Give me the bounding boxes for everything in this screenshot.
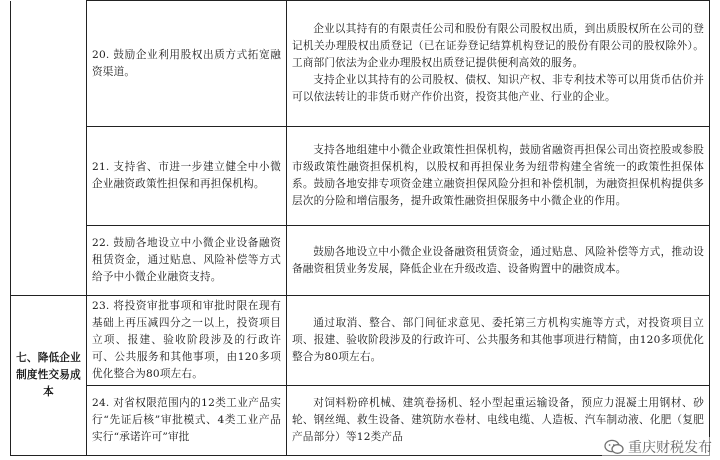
- detail-paragraph: 鼓励各地设立中小微企业设备融资租赁资金，通过贴息、风险补偿等方式，推动设备融资租赁业务发展，降低企业在升级改造、设备购置中的融资成本。: [292, 245, 704, 275]
- category-cell: 七、降低企业制度性交易成本: [11, 296, 87, 456]
- detail-cell: [287, 127, 710, 226]
- detail-cell: [287, 1, 710, 127]
- table-row: [11, 226, 710, 296]
- watermark-text: 重庆财税发布: [628, 440, 712, 456]
- detail-paragraph: 对饲料粉碎机械、建筑卷扬机、轻小型起重运输设备，预应力混凝土用钢材、砂轮、钢丝绳、救生设备、建筑防水卷材、电线电缆、人造板、汽车制动液、化肥（复肥产品部分）等12类产品: [292, 397, 704, 443]
- table-row: [11, 127, 710, 226]
- detail-paragraph: 支持企业以其持有的公司股权、债权、知识产权、非专利技术等可以用货币估价并可以依法转让的非货币财产作价出资，投资其他产业、行业的企业。: [292, 74, 704, 103]
- detail-paragraph: 企业以其持有的有限责任公司和股份有限公司股权出质，到出质股权所在公司的登记机关办理股权出质登记（已在证券登记结算机构登记的股份有限公司的股权除外）。工商部门依法为企业办理股权出质登记提供便利高效的服务。: [292, 23, 704, 69]
- measure-cell: 24. 对省权限范围内的12类工业产品实行“先证后核”审批模式、4类工业产品实行“承诺许可”审批: [87, 386, 287, 456]
- detail-paragraph: 支持各地组建中小微企业政策性担保机构，鼓励省融资再担保公司出资控股或参股市级政策性融资担保机构，以股权和再担保业务为纽带构建全省统一的政策性担保体系。鼓励各地安排专项资金建立融资担保风险分担和补偿机制，为融资担保机构提供多层次的分险和增信服务，提升政策性融资担保服务中小微企业的作用。: [292, 144, 704, 207]
- table-row: [11, 1, 710, 127]
- watermark: [602, 437, 714, 457]
- table-row: [11, 296, 710, 386]
- policy-table: [10, 0, 710, 456]
- detail-cell: [287, 226, 710, 296]
- category-cell-empty: [11, 1, 87, 296]
- wechat-icon: [604, 439, 624, 455]
- measure-cell: 22. 鼓励各地设立中小微企业设备融资租赁资金，通过贴息、风险补偿等方式给予中小微企业融资支持。: [87, 226, 287, 296]
- measure-cell: 23. 将投资审批事项和审批时限在现有基础上再压减四分之一以上，投资项目立项、报建、验收阶段涉及的行政许可、公共服务和其他事项，由120多项优化整合为80项左右。: [87, 296, 287, 386]
- measure-cell: 20. 鼓励企业利用股权出质方式拓宽融资渠道。: [87, 1, 287, 127]
- detail-paragraph: 通过取消、整合、部门间征求意见、委托第三方机构实施等方式，对投资项目立项、报建、验收阶段涉及的行政许可、公共服务和其他事项进行精简，由120多项优化整合为80项左右。: [292, 317, 704, 363]
- detail-cell: [287, 296, 710, 386]
- measure-cell: 21. 支持省、市进一步建立健全中小微企业融资政策性担保和再担保机构。: [87, 127, 287, 226]
